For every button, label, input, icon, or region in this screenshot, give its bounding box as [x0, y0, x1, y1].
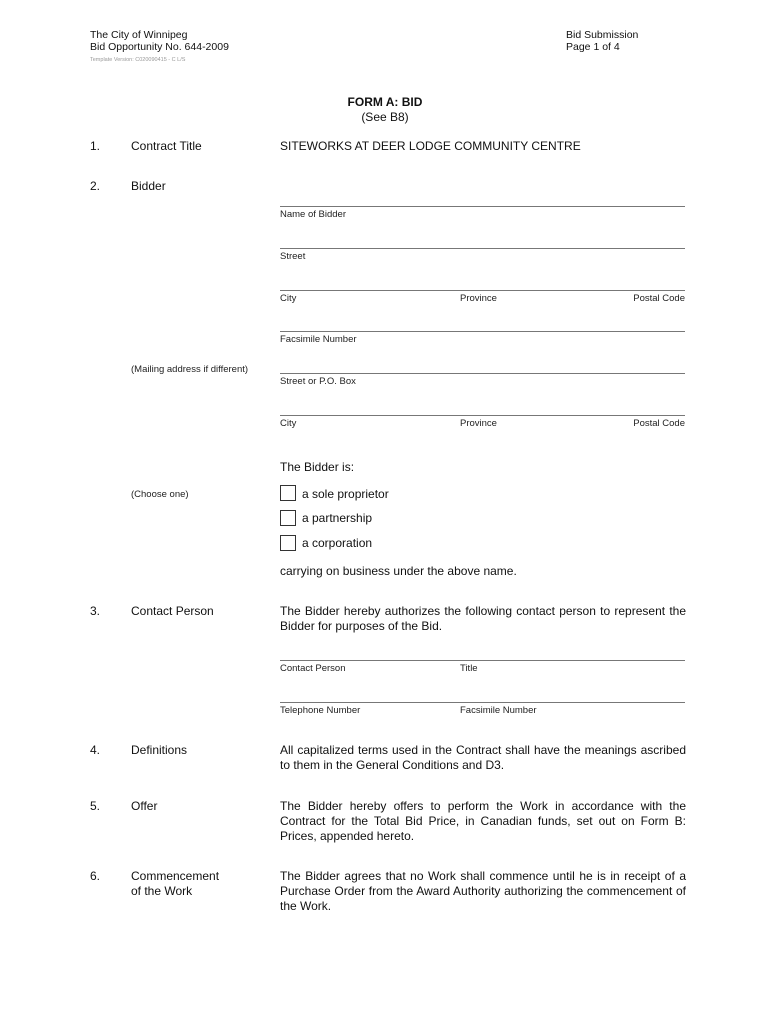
facsimile-label: Facsimile Number — [280, 334, 357, 345]
header-org: The City of Winnipeg — [90, 29, 188, 41]
form-title: FORM A: BID — [347, 95, 423, 109]
definitions-text: All capitalized terms used in the Contract shall have the meanings ascribed to them in the General Conditions and D3. — [280, 743, 686, 772]
postal-code-label: Postal Code — [633, 293, 685, 304]
template-version: Template Version: C020090415 - C L/S — [90, 57, 186, 63]
section-6-label-line2: of the Work — [131, 884, 193, 898]
header-page: Page 1 of 4 — [566, 41, 620, 53]
contact-facsimile-label: Facsimile Number — [460, 705, 537, 716]
mailing-city-label: City — [280, 418, 297, 429]
choose-one-note: (Choose one) — [131, 489, 189, 500]
header-bid-opportunity: Bid Opportunity No. 644-2009 — [90, 41, 229, 53]
section-3-number: 3. — [90, 604, 101, 618]
street-po-line[interactable] — [280, 373, 685, 374]
mailing-province-label: Province — [460, 418, 497, 429]
telephone-number-label: Telephone Number — [280, 705, 361, 716]
section-1-label: Contract Title — [131, 139, 202, 153]
contact-person-line[interactable] — [280, 660, 685, 661]
name-of-bidder-label: Name of Bidder — [280, 209, 347, 220]
commencement-text: The Bidder agrees that no Work shall commence until he is in receipt of a Purchase Order from the Award Authority authorizing the commencement of the Work. — [280, 869, 686, 913]
city-label: City — [280, 293, 297, 304]
partnership-label: a partnership — [302, 511, 373, 525]
name-of-bidder-line[interactable] — [280, 206, 685, 207]
header-submission: Bid Submission — [566, 29, 639, 41]
section-5-label: Offer — [131, 799, 158, 813]
mailing-address-note: (Mailing address if different) — [131, 364, 249, 375]
contract-title-value: SITEWORKS AT DEER LODGE COMMUNITY CENTRE — [280, 139, 581, 153]
form-subtitle: (See B8) — [361, 110, 409, 124]
section-1-number: 1. — [90, 139, 101, 153]
section-2-label: Bidder — [131, 179, 166, 193]
street-line[interactable] — [280, 248, 685, 249]
section-2-number: 2. — [90, 179, 101, 193]
mailing-city-line[interactable] — [280, 415, 685, 416]
carrying-on-business-text: carrying on business under the above name. — [280, 564, 517, 578]
contact-person-label: Contact Person — [280, 663, 346, 674]
section-4-number: 4. — [90, 743, 101, 757]
corporation-label: a corporation — [302, 536, 373, 550]
sole-proprietor-label: a sole proprietor — [302, 487, 389, 501]
facsimile-line[interactable] — [280, 331, 685, 332]
partnership-checkbox[interactable] — [280, 510, 296, 526]
section-5-number: 5. — [90, 799, 101, 813]
contact-authorization-text: The Bidder hereby authorizes the following contact person to represent the Bidder for purposes of the Bid. — [280, 604, 686, 633]
street-po-label: Street or P.O. Box — [280, 376, 356, 387]
street-label: Street — [280, 251, 306, 262]
section-6-number: 6. — [90, 869, 101, 883]
province-label: Province — [460, 293, 497, 304]
mailing-postal-label: Postal Code — [633, 418, 685, 429]
contact-phone-line[interactable] — [280, 702, 685, 703]
sole-proprietor-checkbox[interactable] — [280, 485, 296, 501]
offer-text: The Bidder hereby offers to perform the Work in accordance with the Contract for the Total Bid Price, in Canadian funds, set out on Form B: Prices, appended hereto. — [280, 799, 686, 843]
section-3-label: Contact Person — [131, 604, 214, 618]
corporation-checkbox[interactable] — [280, 535, 296, 551]
section-4-label: Definitions — [131, 743, 188, 757]
city-province-postal-line[interactable] — [280, 290, 685, 291]
contact-title-label: Title — [460, 663, 478, 674]
section-6-label-line1: Commencement — [131, 869, 220, 883]
bidder-is-label: The Bidder is: — [280, 460, 355, 474]
